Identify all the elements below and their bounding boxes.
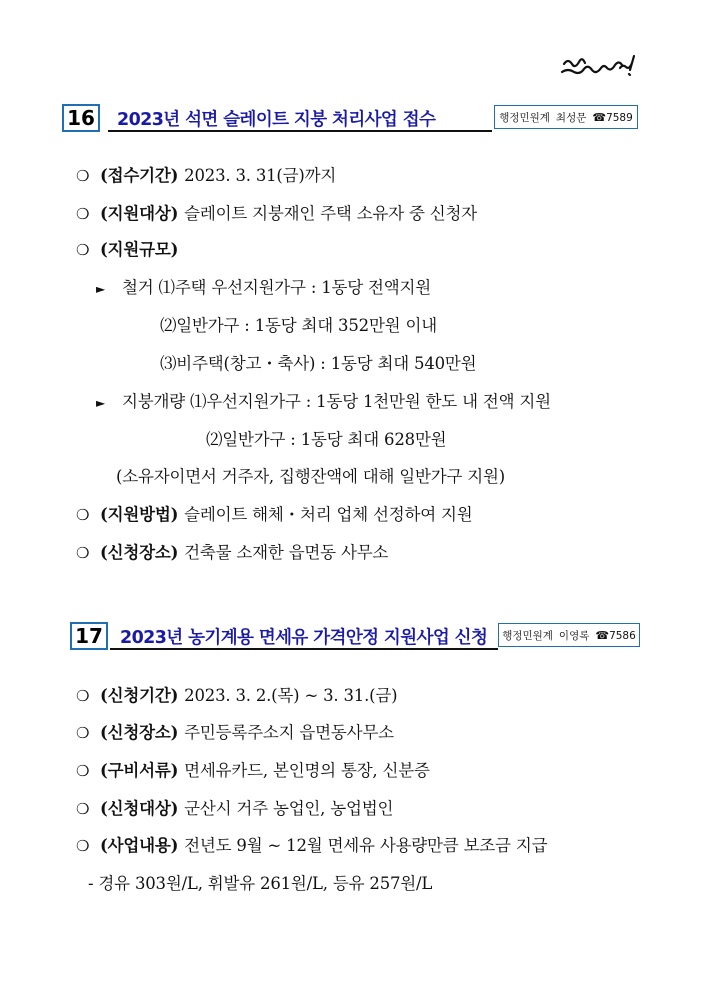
support-line: ► 철거 ⑴주택 우선지원가구 : 1동당 전액지원 <box>96 278 432 297</box>
price-line: - 경유 303원/L, 휘발유 261원/L, 등유 257원/L <box>88 874 433 893</box>
triangle-bullet-icon: ► <box>96 396 106 410</box>
support-line: ⑶비주택(창고・축사) : 1동당 최대 540만원 <box>160 354 477 373</box>
contact-box <box>494 105 638 129</box>
list-item: ❍ (구비서류) 면세유카드, 본인명의 통장, 신분증 <box>76 761 430 780</box>
list-item: ❍ (지원대상) 슬레이트 지붕재인 주택 소유자 중 신청자 <box>76 204 477 223</box>
list-item: ❍ (신청대상) 군산시 거주 농업인, 농업법인 <box>76 799 394 818</box>
circle-bullet-icon: ❍ <box>76 544 90 562</box>
support-line: ► 지붕개량 ⑴우선지원가구 : 1동당 1천만원 한도 내 전액 지원 <box>96 392 551 411</box>
section-number: 17 <box>70 622 108 650</box>
section-17-header <box>70 622 650 652</box>
circle-bullet-icon: ❍ <box>76 837 90 855</box>
contact-phone: 7589 <box>606 111 633 124</box>
section-16-header <box>62 104 642 134</box>
circle-bullet-icon: ❍ <box>76 724 90 742</box>
phone-icon: ☎ <box>592 110 607 124</box>
list-item: ❍ (지원규모) <box>76 240 179 259</box>
circle-bullet-icon: ❍ <box>76 800 90 818</box>
list-item: ❍ (사업내용) 전년도 9월 ~ 12월 면세유 사용량만큼 보조금 지급 <box>76 836 548 855</box>
circle-bullet-icon: ❍ <box>76 205 90 223</box>
section-number: 16 <box>62 104 100 132</box>
list-item: ❍ (신청장소) 건축물 소재한 읍면동 사무소 <box>76 543 389 562</box>
support-line: ⑵일반가구 : 1동당 최대 628만원 <box>206 430 447 449</box>
circle-bullet-icon: ❍ <box>76 687 90 705</box>
title-underline <box>110 648 498 650</box>
list-item: ❍ (신청장소) 주민등록주소지 읍면동사무소 <box>76 723 394 742</box>
section-title: 2023년 석면 슬레이트 지붕 처리사업 접수 <box>117 110 436 130</box>
list-item: ❍ (지원방법) 슬레이트 해체・처리 업체 선정하여 지원 <box>76 505 473 524</box>
contact-dept: 행정민원계 <box>502 629 553 642</box>
circle-bullet-icon: ❍ <box>76 762 90 780</box>
contact-box <box>498 623 640 647</box>
section-title: 2023년 농기계용 면세유 가격안정 지원사업 신청 <box>120 628 488 648</box>
support-line: ⑵일반가구 : 1동당 최대 352만원 이내 <box>160 316 437 335</box>
list-item: ❍ (접수기간) 2023. 3. 31(금)까지 <box>76 166 337 185</box>
phone-icon: ☎ <box>595 628 610 642</box>
contact-person: 이영록 <box>558 629 590 642</box>
circle-bullet-icon: ❍ <box>76 167 90 185</box>
contact-dept: 행정민원계 <box>499 111 550 124</box>
gunsan-saemangeum-logo <box>558 50 648 78</box>
contact-phone: 7586 <box>609 629 636 642</box>
title-underline <box>108 130 492 132</box>
list-item: ❍ (신청기간) 2023. 3. 2.(목) ~ 3. 31.(금) <box>76 686 398 705</box>
circle-bullet-icon: ❍ <box>76 506 90 524</box>
contact-person: 최성문 <box>555 111 587 124</box>
support-note: (소유자이면서 거주자, 집행잔액에 대해 일반가구 지원) <box>116 467 506 486</box>
triangle-bullet-icon: ► <box>96 282 106 296</box>
circle-bullet-icon: ❍ <box>76 241 90 259</box>
